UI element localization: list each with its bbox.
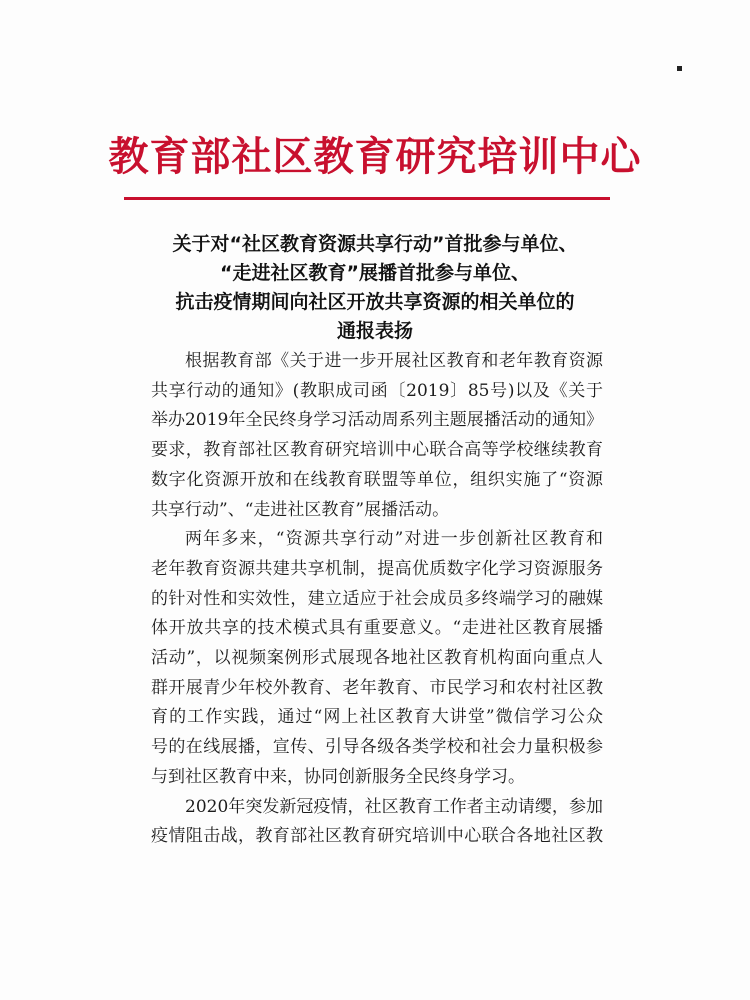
body-line: 老年教育资源共建共享机制，提高优质数字化学习资源服务 [151, 558, 603, 579]
body-paragraph [151, 347, 603, 525]
notice-title-line: “走进社区教育”展播首批参与单位、 [220, 262, 530, 284]
body-line: 与到社区教育中来，协同创新服务全民终身学习。 [151, 766, 525, 787]
notice-title-line: 抗击疫情期间向社区开放共享资源的相关单位的 [175, 291, 575, 313]
body-line: 疫情阻击战，教育部社区教育研究培训中心联合各地社区教 [151, 826, 603, 847]
letterhead-rule [124, 197, 610, 200]
body-paragraph [151, 525, 603, 792]
body-line: 两年多来，“资源共享行动”对进一步创新社区教育和 [185, 529, 603, 550]
body-line: 举办2019年全民终身学习活动周系列主题展播活动的通知》 [151, 410, 603, 431]
body-line: 要求，教育部社区教育研究培训中心联合高等学校继续教育 [151, 440, 603, 461]
notice-title-line: 关于对“社区教育资源共享行动”首批参与单位、 [172, 233, 578, 255]
body-line: 的针对性和实效性，建立适应于社会成员多终端学习的融媒 [151, 588, 603, 609]
corner-mark [677, 66, 682, 71]
notice-body [151, 347, 603, 852]
notice-title [0, 230, 750, 346]
body-line: 2020年突发新冠疫情，社区教育工作者主动请缨，参加 [185, 796, 603, 817]
notice-title-line: 通报表扬 [336, 320, 413, 342]
body-line: 数字化资源开放和在线教育联盟等单位，组织实施了“资源 [151, 469, 603, 490]
body-line: 活动”，以视频案例形式展现各地社区教育机构面向重点人 [151, 648, 603, 669]
body-line: 根据教育部《关于进一步开展社区教育和老年教育资源 [185, 351, 603, 371]
body-line: 体开放共享的技术模式具有重要意义。“走进社区教育展播 [151, 618, 603, 639]
body-line: 育的工作实践，通过“网上社区教育大讲堂”微信学习公众 [151, 707, 603, 728]
body-line: 共享行动”、“走进社区教育”展播活动。 [151, 499, 450, 520]
body-line: 号的在线展播，宣传、引导各级各类学校和社会力量积极参 [151, 737, 603, 758]
body-line: 共享行动的通知》(教职成司函〔2019〕85号)以及《关于 [151, 380, 603, 401]
body-paragraph [151, 793, 603, 852]
body-line: 群开展青少年校外教育、老年教育、市民学习和农村社区教 [151, 677, 603, 698]
letterhead-title: 教育部社区教育研究培训中心 [108, 133, 642, 180]
